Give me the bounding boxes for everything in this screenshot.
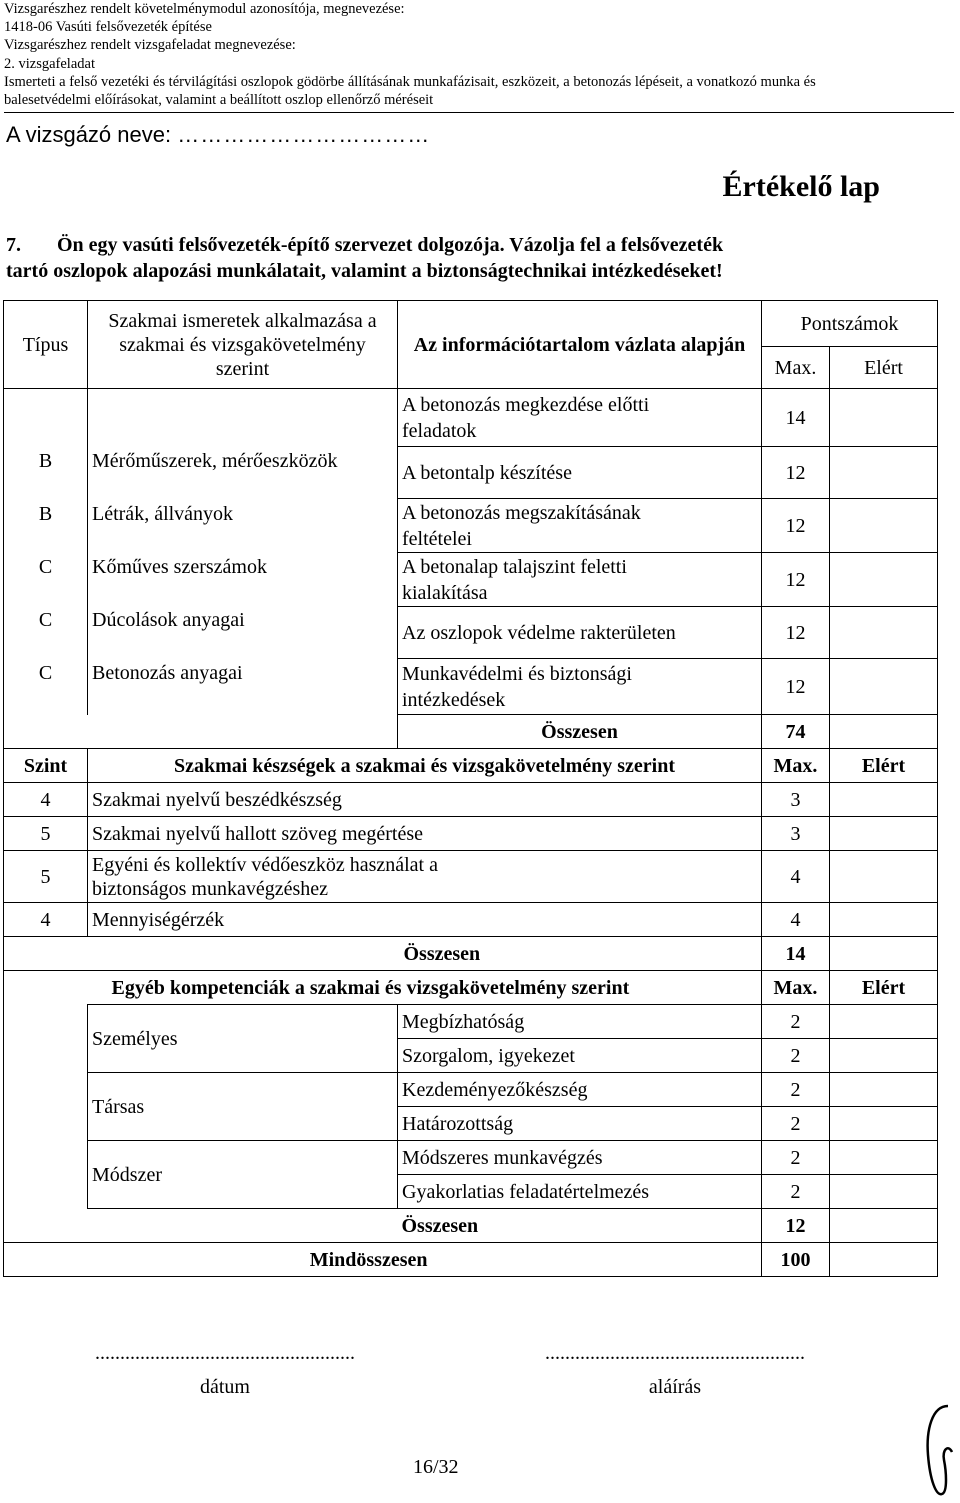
info-max: 12: [762, 553, 830, 607]
info-item: A betontalp készítése: [398, 447, 762, 499]
info-item: Az oszlopok védelme rakterületen: [398, 607, 762, 659]
skill-achieved-cell[interactable]: [830, 817, 938, 851]
task-number: 7.: [6, 234, 21, 256]
knowledge-column: [88, 389, 398, 715]
task-text-line-2: tartó oszlopok alapozási munkálatait, valamint a biztonságtechnikai intézkedéseket!: [6, 260, 723, 282]
task-description: [6, 232, 950, 284]
section1-total-achieved[interactable]: [830, 715, 938, 749]
header-line: Ismerteti a felső vezetéki és térvilágítási oszlopok gödörbe állításának munkafázisait, eszközeit, a betonozás lépéseit, a vonatkozó munka és: [4, 73, 816, 90]
skill-max: 4: [762, 903, 830, 937]
competency-max: 2: [762, 1073, 830, 1107]
info-achieved-cell[interactable]: [830, 659, 938, 715]
signature-dots[interactable]: ....................................................: [545, 1342, 805, 1364]
competency-item: Megbízhatóság: [398, 1005, 762, 1039]
competency-achieved-cell[interactable]: [830, 1073, 938, 1107]
skill-level: 4: [4, 783, 88, 817]
section1-total-label: Összesen: [398, 715, 762, 749]
col-header-knowledge: Szakmai ismeretek alkalmazása a szakmai és vizsgakövetelmény szerint: [88, 301, 398, 389]
header-line: balesetvédelmi előírásokat, valamint a beállított oszlop ellenőrző méréseit: [4, 92, 434, 109]
skill-max: 3: [762, 817, 830, 851]
competency-item: Szorgalom, igyekezet: [398, 1039, 762, 1073]
date-dots[interactable]: ....................................................: [95, 1342, 355, 1364]
info-achieved-cell[interactable]: [830, 553, 938, 607]
competency-achieved-cell[interactable]: [830, 1039, 938, 1073]
candidate-name-line: [6, 122, 430, 148]
info-item: A betonozás megszakításának feltételei: [398, 499, 762, 553]
skill-item: Szakmai nyelvű hallott szöveg megértése: [88, 817, 762, 851]
info-max: 12: [762, 447, 830, 499]
grand-total-label: Mindösszesen: [309, 1248, 428, 1271]
competency-max: 2: [762, 1141, 830, 1175]
skill-level: 4: [4, 903, 88, 937]
section2-total-label: Összesen: [398, 937, 762, 971]
info-max: 12: [762, 607, 830, 659]
col-header-type: Típus: [4, 301, 88, 389]
col-header-achieved: Elért: [830, 347, 938, 389]
section2-col-achieved: Elért: [830, 749, 938, 783]
signature-label: aláírás: [648, 1376, 702, 1398]
competency-item: Módszeres munkavégzés: [398, 1141, 762, 1175]
knowledge-item: Dúcolások anyagai: [92, 609, 245, 631]
competency-group: Személyes: [88, 1005, 398, 1073]
page-number: 16/32: [413, 1456, 459, 1478]
section3-total-achieved[interactable]: [830, 1209, 938, 1243]
skill-level: 5: [4, 851, 88, 903]
skill-level: 5: [4, 817, 88, 851]
info-max: 14: [762, 389, 830, 447]
info-achieved-cell[interactable]: [830, 607, 938, 659]
section2-title: Szakmai készségek a szakmai és vizsgakövetelmény szerint: [88, 749, 762, 783]
competency-achieved-cell[interactable]: [830, 1005, 938, 1039]
competency-item: Határozottság: [398, 1107, 762, 1141]
col-header-level: Szint: [4, 749, 88, 783]
competency-group: Társas: [88, 1073, 398, 1141]
candidate-name-field[interactable]: ……………………………: [177, 122, 431, 147]
knowledge-item: Kőműves szerszámok: [92, 556, 267, 578]
type-cell: B: [38, 450, 53, 472]
date-label: dátum: [200, 1376, 250, 1398]
skill-max: 4: [762, 851, 830, 903]
skill-max: 3: [762, 783, 830, 817]
knowledge-item: Mérőműszerek, mérőeszközök: [92, 450, 338, 472]
candidate-label: A vizsgázó neve:: [6, 122, 172, 147]
section2-total: 14: [762, 937, 830, 971]
type-cell: B: [38, 503, 53, 525]
header-line: 2. vizsgafeladat: [4, 55, 95, 72]
section3-title: Egyéb kompetenciák a szakmai és vizsgakövetelmény szerint: [88, 971, 762, 1005]
competency-max: 2: [762, 1107, 830, 1141]
col-header-max: Max.: [762, 347, 830, 389]
evaluation-table: [3, 300, 938, 1277]
skill-achieved-cell[interactable]: [830, 783, 938, 817]
competency-achieved-cell[interactable]: [830, 1107, 938, 1141]
grand-total-achieved[interactable]: [830, 1243, 938, 1277]
competency-group: Módszer: [88, 1141, 398, 1209]
type-column: [4, 389, 88, 715]
header-line: 1418-06 Vasúti felsővezeték építése: [4, 19, 212, 36]
info-item: A betonalap talajszint feletti kialakítása: [398, 553, 762, 607]
section2-total-achieved[interactable]: [830, 937, 938, 971]
header-line: Vizsgarészhez rendelt vizsgafeladat megnevezése:: [4, 37, 296, 54]
info-achieved-cell[interactable]: [830, 389, 938, 447]
info-item: A betonozás megkezdése előtti feladatok: [398, 389, 762, 447]
section3-col-achieved: Elért: [830, 971, 938, 1005]
section3-col-max: Max.: [762, 971, 830, 1005]
competency-max: 2: [762, 1175, 830, 1209]
competency-achieved-cell[interactable]: [830, 1175, 938, 1209]
type-cell: C: [38, 662, 53, 684]
info-achieved-cell[interactable]: [830, 499, 938, 553]
knowledge-item: Betonozás anyagai: [92, 662, 243, 684]
skill-achieved-cell[interactable]: [830, 851, 938, 903]
competency-max: 2: [762, 1005, 830, 1039]
signature-block: [540, 1336, 810, 1404]
section3-total: 12: [762, 1209, 830, 1243]
skill-achieved-cell[interactable]: [830, 903, 938, 937]
document-header: [4, 0, 954, 113]
handwritten-initial-mark: [918, 1400, 958, 1500]
date-signature-block: [90, 1336, 360, 1404]
section2-col-max: Max.: [762, 749, 830, 783]
type-cell: C: [38, 556, 53, 578]
info-max: 12: [762, 659, 830, 715]
skill-item: Egyéni és kollektív védőeszköz használat a biztonságos munkavégzéshez: [88, 851, 762, 903]
task-text-line-1: Ön egy vasúti felsővezeték-építő szervezet dolgozója. Vázolja fel a felsővezeték: [57, 234, 724, 256]
skill-item: Mennyiségérzék: [88, 903, 762, 937]
competency-item: Gyakorlatias feladatértelmezés: [398, 1175, 762, 1209]
header-line: Vizsgarészhez rendelt követelménymodul azonosítója, megnevezése:: [4, 1, 405, 17]
info-achieved-cell[interactable]: [830, 447, 938, 499]
col-header-points: Pontszámok: [762, 301, 938, 347]
col-header-info: Az információtartalom vázlata alapján: [398, 301, 762, 389]
competency-max: 2: [762, 1039, 830, 1073]
section1-total: 74: [762, 715, 830, 749]
page-title: Értékelő lap: [722, 170, 880, 203]
skill-item: Szakmai nyelvű beszédkészség: [88, 783, 762, 817]
competency-achieved-cell[interactable]: [830, 1141, 938, 1175]
competency-item: Kezdeményezőkészség: [398, 1073, 762, 1107]
grand-total: 100: [762, 1243, 830, 1277]
info-max: 12: [762, 499, 830, 553]
type-cell: C: [38, 609, 53, 631]
info-item: Munkavédelmi és biztonsági intézkedések: [398, 659, 762, 715]
knowledge-item: Létrák, állványok: [92, 503, 234, 525]
section3-total-label: Összesen: [398, 1209, 762, 1243]
